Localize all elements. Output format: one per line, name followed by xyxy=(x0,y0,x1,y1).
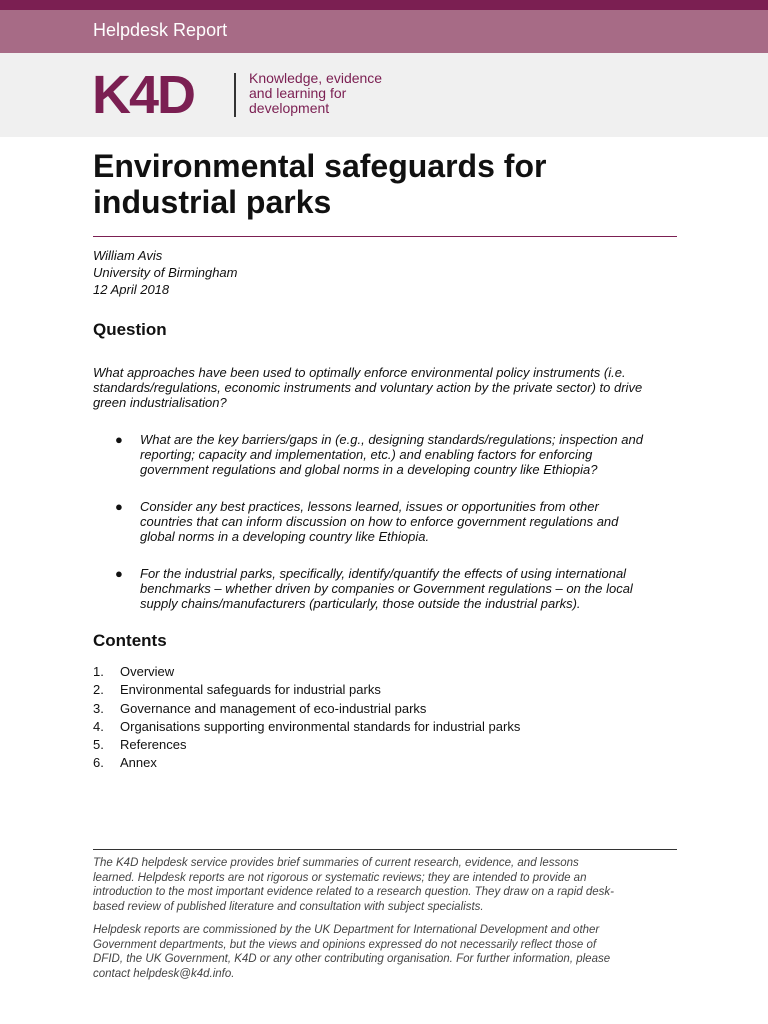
bullet-line: benchmarks – whether driven by companies or Government regulations – on the local xyxy=(140,581,633,596)
logo-divider xyxy=(234,73,236,117)
intro-line: What approaches have been used to optimally enforce environmental policy instruments (i.e. xyxy=(93,365,626,380)
author-institution: University of Birmingham xyxy=(93,265,238,280)
toc-label: Overview xyxy=(120,664,175,679)
footer-line: contact helpdesk@k4d.info. xyxy=(93,967,235,980)
toc-number: 4. xyxy=(93,718,104,734)
footer-line: Government departments, but the views and opinions expressed do not necessarily reflect those of xyxy=(93,938,597,951)
header-band xyxy=(0,10,768,53)
toc-number: 2. xyxy=(93,682,104,698)
page-title xyxy=(93,148,693,220)
report-meta xyxy=(93,247,238,298)
question-heading: Question xyxy=(93,320,167,339)
tagline-line: Knowledge, evidence xyxy=(249,70,383,86)
report-date: 12 April 2018 xyxy=(93,282,170,297)
footer-line: based review of published literature and consultation with subject specialists. xyxy=(93,900,484,913)
title-divider xyxy=(93,236,677,237)
footer-line: introduction to the most important evidence related to a research question. They draw on a rapid desk- xyxy=(93,886,614,898)
bullet-line: Consider any best practices, lessons learned, issues or opportunities from other xyxy=(140,499,599,514)
footer-line: learned. Helpdesk reports are not rigorous or systematic reviews; they are intended to provide an xyxy=(93,871,587,884)
logo-tagline xyxy=(249,71,382,116)
contents-heading: Contents xyxy=(93,631,167,650)
footer-line: The K4D helpdesk service provides brief summaries of current research, evidence, and lessons xyxy=(93,857,579,869)
toc-label: References xyxy=(120,737,187,753)
title-line: Environmental safeguards for xyxy=(93,148,547,184)
top-accent-bar xyxy=(0,0,768,10)
intro-line: green industrialisation? xyxy=(93,395,227,410)
tagline-line: development xyxy=(249,100,330,116)
toc-number: 3. xyxy=(93,700,104,716)
bullet-line: government regulations and global norms in a developing country like Ethiopia? xyxy=(140,462,598,477)
bullet-dot-icon: ● xyxy=(115,499,123,514)
question-intro xyxy=(93,365,678,410)
title-line: industrial parks xyxy=(93,184,332,220)
bullet-line: countries that can inform discussion on how to enforce government regulations and xyxy=(140,514,619,529)
toc-number: 5. xyxy=(93,737,104,753)
footer-commission-note xyxy=(93,923,677,981)
report-type-label: Helpdesk Report xyxy=(93,20,228,40)
tagline-line: and learning for xyxy=(249,85,347,101)
bullet-line: reporting; capacity and implementation, etc.) and enabling factors for enforcing xyxy=(140,447,593,462)
footer-disclaimer xyxy=(93,856,677,914)
logo-area xyxy=(0,53,768,137)
bullet-dot-icon: ● xyxy=(115,566,123,581)
bullet-line: What are the key barriers/gaps in (e.g., designing standards/regulations; inspection and xyxy=(140,432,643,447)
toc-label: Annex xyxy=(120,755,157,771)
toc-label: Governance and management of eco-industrial parks xyxy=(120,700,427,716)
toc-label: Environmental safeguards for industrial parks xyxy=(120,682,381,698)
bullet-line: global norms in a developing country like Ethiopia. xyxy=(140,529,430,544)
bullet-dot-icon: ● xyxy=(115,432,123,447)
toc-number: 1. xyxy=(93,664,104,679)
footer-line: DFID, the UK Government, K4D or any other contributing organisation. For further information, please xyxy=(93,953,611,965)
k4d-logo: K4D xyxy=(92,65,195,125)
bullet-line: supply chains/manufacturers (particularly, those outside the industrial parks). xyxy=(140,596,581,611)
toc-label: Organisations supporting environmental standards for industrial parks xyxy=(120,718,521,734)
footer-line: Helpdesk reports are commissioned by the UK Department for International Development and other xyxy=(93,924,600,936)
bullet-line: For the industrial parks, specifically, identify/quantify the effects of using international xyxy=(140,566,627,581)
author-name: William Avis xyxy=(93,248,163,263)
toc-number: 6. xyxy=(93,755,104,771)
footer-divider xyxy=(93,849,677,850)
intro-line: standards/regulations, economic instruments and voluntary action by the private sector) to drive xyxy=(93,380,643,395)
